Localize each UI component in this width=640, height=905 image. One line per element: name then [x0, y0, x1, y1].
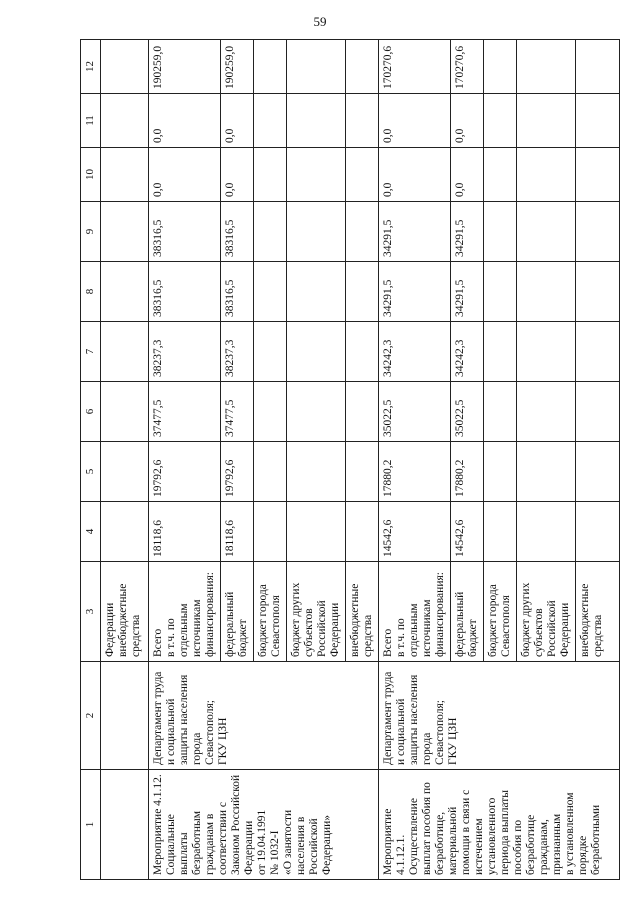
empty-cell [517, 502, 576, 562]
text-line: финансирования: [204, 572, 216, 657]
empty-cell [254, 94, 287, 148]
empty-cell [576, 94, 620, 148]
text-line: истечением [473, 818, 485, 875]
empty-cell [484, 502, 517, 562]
source-cell [287, 562, 346, 662]
empty-cell [484, 262, 517, 322]
text-line: в т.ч. по [165, 618, 177, 657]
value-cell: 0,0 [149, 148, 221, 202]
table-row [149, 40, 221, 880]
empty-cell [484, 322, 517, 382]
empty-cell [484, 382, 517, 442]
empty-cell [287, 382, 346, 442]
text-line: ГКУ ЦЗН [217, 717, 229, 765]
empty-cell [254, 502, 287, 562]
empty-cell [517, 382, 576, 442]
empty-cell [346, 502, 379, 562]
empty-cell [254, 382, 287, 442]
text-line: помощи в связи с [460, 789, 472, 875]
text-line: Российской [546, 600, 558, 657]
column-header: 10 [81, 148, 101, 202]
column-header: 4 [81, 502, 101, 562]
text-line: Севастополя [500, 595, 512, 657]
value-cell: 34242,3 [451, 322, 484, 382]
value-cell: 17880,2 [379, 442, 451, 502]
text-line: порядке [577, 835, 589, 875]
empty-cell [254, 262, 287, 322]
text-line: установленного [486, 797, 498, 875]
text-line: выплат пособия по [421, 782, 433, 875]
text-line: внебюджетные [117, 583, 129, 657]
text-line: периода выплаты [499, 789, 511, 875]
text-line: средства [362, 614, 374, 657]
activity-cell [379, 770, 620, 880]
empty-cell [101, 40, 149, 94]
text-line: бюджет [237, 619, 249, 657]
empty-cell [101, 770, 149, 880]
text-line: защиты населения [408, 674, 420, 765]
text-line: бюджет города [487, 584, 499, 657]
text-line: Департамент труда [152, 671, 164, 765]
text-line: субъектов [303, 608, 315, 657]
source-cell [451, 562, 484, 662]
empty-cell [517, 148, 576, 202]
text-line: признанным [551, 813, 563, 875]
empty-cell [517, 40, 576, 94]
text-line: федеральный [224, 591, 236, 657]
value-cell: 0,0 [379, 148, 451, 202]
empty-cell [287, 322, 346, 382]
value-cell: 37477,5 [221, 382, 254, 442]
text-line: Федерации» [321, 814, 333, 875]
column-header: 2 [81, 662, 101, 770]
empty-cell [484, 94, 517, 148]
source-cell [484, 562, 517, 662]
source-cell [221, 562, 254, 662]
text-line: материальной [447, 806, 459, 875]
text-line: соответствии с [217, 802, 229, 875]
text-line: безработице [525, 814, 537, 875]
empty-cell [287, 442, 346, 502]
text-line: бюджет других [290, 582, 302, 657]
text-line: города Севастополя; [191, 699, 216, 765]
text-line: Законом Российской [230, 774, 242, 875]
empty-cell [484, 442, 517, 502]
empty-cell [287, 262, 346, 322]
column-header: 9 [81, 202, 101, 262]
value-cell: 34291,5 [451, 262, 484, 322]
text-line: Федерации [243, 820, 255, 875]
value-cell: 19792,6 [221, 442, 254, 502]
empty-cell [254, 40, 287, 94]
empty-cell [101, 382, 149, 442]
activity-cell [149, 770, 379, 880]
text-line: пособия по [512, 819, 524, 875]
empty-cell [576, 148, 620, 202]
source-cell [149, 562, 221, 662]
empty-cell [576, 322, 620, 382]
text-line: Мероприятие 4.1.12.1. [382, 808, 407, 875]
value-cell: 0,0 [221, 148, 254, 202]
text-line: Федерации [329, 602, 341, 657]
empty-cell [346, 262, 379, 322]
text-line: отдельным [178, 603, 190, 657]
value-cell: 0,0 [451, 148, 484, 202]
empty-cell [517, 442, 576, 502]
empty-cell [517, 322, 576, 382]
empty-cell [576, 262, 620, 322]
empty-cell [484, 148, 517, 202]
rotated-table-area [80, 40, 620, 880]
value-cell: 35022,5 [451, 382, 484, 442]
text-line: и социальной [165, 698, 177, 765]
text-line: федеральный [454, 591, 466, 657]
text-line: бюджет [467, 619, 479, 657]
column-header: 12 [81, 40, 101, 94]
text-line: Всего [152, 628, 164, 657]
empty-cell [101, 202, 149, 262]
text-line: выплаты [178, 832, 190, 875]
empty-cell [576, 502, 620, 562]
header-row [81, 40, 101, 880]
value-cell: 190259,0 [221, 40, 254, 94]
text-line: города Севастополя; [421, 699, 446, 765]
text-line: средства [130, 614, 142, 657]
carryover-source-cell [101, 562, 149, 662]
executor-cell [149, 662, 379, 770]
carryover-row [101, 40, 149, 880]
empty-cell [576, 202, 620, 262]
text-line: Социальные [165, 814, 177, 875]
empty-cell [484, 202, 517, 262]
empty-cell [101, 262, 149, 322]
column-header: 7 [81, 322, 101, 382]
column-header: 5 [81, 442, 101, 502]
text-line: источникам [191, 599, 203, 657]
text-line: в т.ч. по [395, 618, 407, 657]
text-line: ГКУ ЦЗН [447, 717, 459, 765]
empty-cell [484, 40, 517, 94]
empty-cell [346, 382, 379, 442]
text-line: гражданам, [538, 819, 550, 875]
text-line: Мероприятие 4.1.12. [152, 774, 164, 875]
value-cell: 19792,6 [149, 442, 221, 502]
text-line: в установленном [564, 792, 576, 875]
value-cell: 37477,5 [149, 382, 221, 442]
text-line: Севастополя [270, 595, 282, 657]
text-line: бюджет других [520, 582, 532, 657]
empty-cell [576, 442, 620, 502]
source-cell [379, 562, 451, 662]
value-cell: 38316,5 [149, 262, 221, 322]
empty-cell [101, 94, 149, 148]
empty-cell [346, 442, 379, 502]
value-cell: 38237,3 [221, 322, 254, 382]
empty-cell [346, 202, 379, 262]
source-cell [517, 562, 576, 662]
empty-cell [101, 502, 149, 562]
value-cell: 38316,5 [221, 202, 254, 262]
source-cell [346, 562, 379, 662]
text-line: и социальной [395, 698, 407, 765]
text-line: Всего [382, 628, 394, 657]
empty-cell [254, 202, 287, 262]
column-header: 6 [81, 382, 101, 442]
value-cell: 0,0 [379, 94, 451, 148]
empty-cell [576, 40, 620, 94]
executor-cell [379, 662, 620, 770]
text-line: от 19.04.1991 [256, 809, 268, 875]
empty-cell [254, 322, 287, 382]
column-header: 3 [81, 562, 101, 662]
budget-table [80, 39, 620, 880]
empty-cell [101, 662, 149, 770]
text-line: Федерации [104, 602, 116, 657]
value-cell: 17880,2 [451, 442, 484, 502]
value-cell: 14542,6 [379, 502, 451, 562]
text-line: Федерации [559, 602, 571, 657]
empty-cell [287, 502, 346, 562]
empty-cell [287, 40, 346, 94]
empty-cell [101, 442, 149, 502]
value-cell: 34242,3 [379, 322, 451, 382]
text-line: населения в [295, 816, 307, 875]
text-line: безработными [590, 804, 602, 875]
value-cell: 18118,6 [221, 502, 254, 562]
text-line: отдельным [408, 603, 420, 657]
source-cell [576, 562, 620, 662]
text-line: субъектов [533, 608, 545, 657]
text-line: Российской [308, 818, 320, 875]
value-cell: 170270,6 [451, 40, 484, 94]
text-line: внебюджетные [579, 583, 591, 657]
text-line: внебюджетные [349, 583, 361, 657]
column-header: 8 [81, 262, 101, 322]
page-number: 59 [313, 14, 327, 29]
text-line: Российской [316, 600, 328, 657]
empty-cell [346, 148, 379, 202]
empty-cell [346, 94, 379, 148]
value-cell: 34291,5 [379, 202, 451, 262]
value-cell: 34291,5 [379, 262, 451, 322]
empty-cell [517, 262, 576, 322]
empty-cell [254, 148, 287, 202]
text-line: источникам [421, 599, 433, 657]
table-row [379, 40, 451, 880]
value-cell: 0,0 [221, 94, 254, 148]
text-line: № 1032-I [269, 830, 281, 875]
value-cell: 38237,3 [149, 322, 221, 382]
empty-cell [287, 148, 346, 202]
value-cell: 0,0 [451, 94, 484, 148]
rotated-table-container [80, 40, 620, 880]
empty-cell [346, 40, 379, 94]
value-cell: 35022,5 [379, 382, 451, 442]
text-line: средства [592, 614, 604, 657]
value-cell: 170270,6 [379, 40, 451, 94]
text-line: безработным [191, 811, 203, 875]
value-cell: 34291,5 [451, 202, 484, 262]
value-cell: 38316,5 [149, 202, 221, 262]
column-header: 11 [81, 94, 101, 148]
text-line: гражданам в [204, 813, 216, 875]
empty-cell [287, 202, 346, 262]
text-line: защиты населения [178, 674, 190, 765]
empty-cell [101, 148, 149, 202]
value-cell: 18118,6 [149, 502, 221, 562]
text-line: бюджет города [257, 584, 269, 657]
value-cell: 14542,6 [451, 502, 484, 562]
text-line: Осуществление [408, 798, 420, 875]
text-line: Департамент труда [382, 671, 394, 765]
column-header: 1 [81, 770, 101, 880]
empty-cell [576, 382, 620, 442]
empty-cell [346, 322, 379, 382]
empty-cell [517, 94, 576, 148]
value-cell: 0,0 [149, 94, 221, 148]
empty-cell [101, 322, 149, 382]
value-cell: 190259,0 [149, 40, 221, 94]
empty-cell [287, 94, 346, 148]
text-line: «О занятости [282, 809, 294, 875]
text-line: финансирования: [434, 572, 446, 657]
empty-cell [517, 202, 576, 262]
text-line: безработице, [434, 811, 446, 875]
source-cell [254, 562, 287, 662]
empty-cell [254, 442, 287, 502]
value-cell: 38316,5 [221, 262, 254, 322]
